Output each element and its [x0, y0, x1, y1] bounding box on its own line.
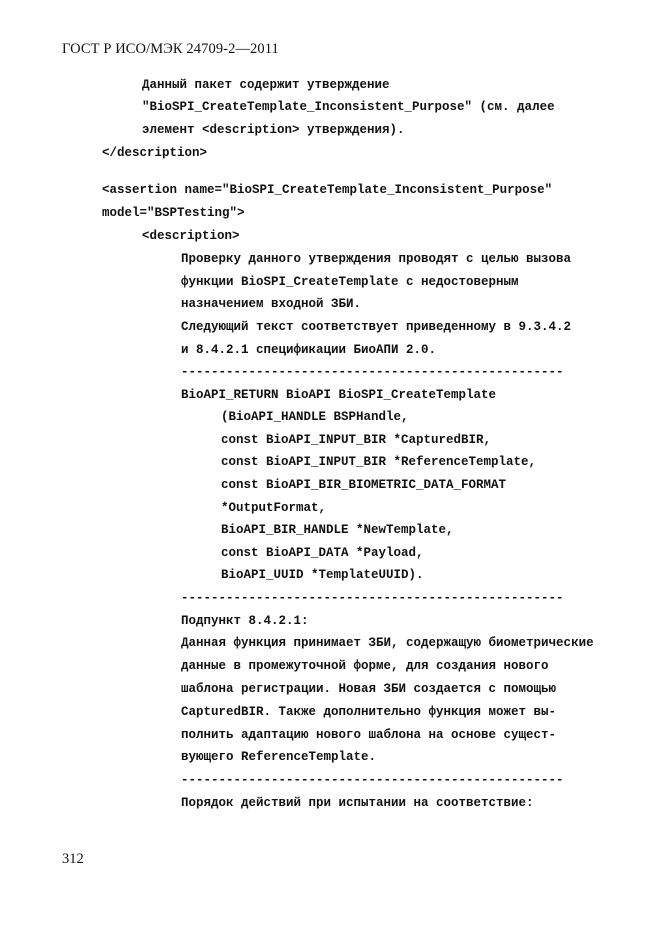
- code-line: Следующий текст соответствует приведенному в 9.3.4.2: [181, 320, 572, 334]
- code-line: (BioAPI_HANDLE BSPHandle,: [221, 410, 409, 424]
- code-line: const BioAPI_DATA *Payload,: [221, 546, 424, 560]
- code-line: назначением входной ЗБИ.: [181, 297, 362, 311]
- code-line: Порядок действий при испытании на соответствие:: [181, 796, 534, 810]
- separator-line: ---------------------------------------------------: [181, 365, 564, 379]
- code-line: "BioSPI_CreateTemplate_Inconsistent_Purpose" (см. далее: [142, 100, 555, 114]
- code-line: CapturedBIR. Также дополнительно функция может вы-: [181, 705, 557, 719]
- code-line: BioAPI_RETURN BioAPI BioSPI_CreateTemplate: [181, 388, 497, 402]
- code-line: Проверку данного утверждения проводят с целью вызова: [181, 252, 572, 266]
- code-line: *OutputFormat,: [221, 501, 327, 515]
- code-line: данные в промежуточной форме, для создания нового: [181, 659, 549, 673]
- code-line: </description>: [102, 146, 208, 160]
- code-line: Данная функция принимает ЗБИ, содержащую биометрические: [181, 636, 594, 650]
- code-line: полнить адаптацию нового шаблона на основе сущест-: [181, 728, 557, 742]
- code-line: вующего ReferenceTemplate.: [181, 750, 377, 764]
- code-line: const BioAPI_INPUT_BIR *ReferenceTemplate,: [221, 455, 537, 469]
- code-line: model="BSPTesting">: [102, 206, 245, 220]
- code-line: элемент <description> утверждения).: [142, 123, 405, 137]
- code-line: <description>: [142, 229, 240, 243]
- code-line: BioAPI_BIR_HANDLE *NewTemplate,: [221, 523, 454, 537]
- code-line: шаблона регистрации. Новая ЗБИ создается с помощью: [181, 682, 557, 696]
- separator-line: ---------------------------------------------------: [181, 591, 564, 605]
- code-line: const BioAPI_BIR_BIOMETRIC_DATA_FORMAT: [221, 478, 507, 492]
- code-line: функции BioSPI_CreateTemplate с недостоверным: [181, 275, 519, 289]
- code-line: и 8.4.2.1 спецификации БиоАПИ 2.0.: [181, 343, 437, 357]
- code-line: BioAPI_UUID *TemplateUUID).: [221, 568, 424, 582]
- page-number: 312: [62, 851, 84, 867]
- document-header: ГОСТ Р ИСО/МЭК 24709-2—2011: [62, 41, 279, 57]
- separator-line: ---------------------------------------------------: [181, 773, 564, 787]
- code-line: Данный пакет содержит утверждение: [142, 78, 390, 92]
- code-line: Подпункт 8.4.2.1:: [181, 614, 309, 628]
- code-line: <assertion name="BioSPI_CreateTemplate_Inconsistent_Purpose": [102, 183, 553, 197]
- code-line: const BioAPI_INPUT_BIR *CapturedBIR,: [221, 433, 492, 447]
